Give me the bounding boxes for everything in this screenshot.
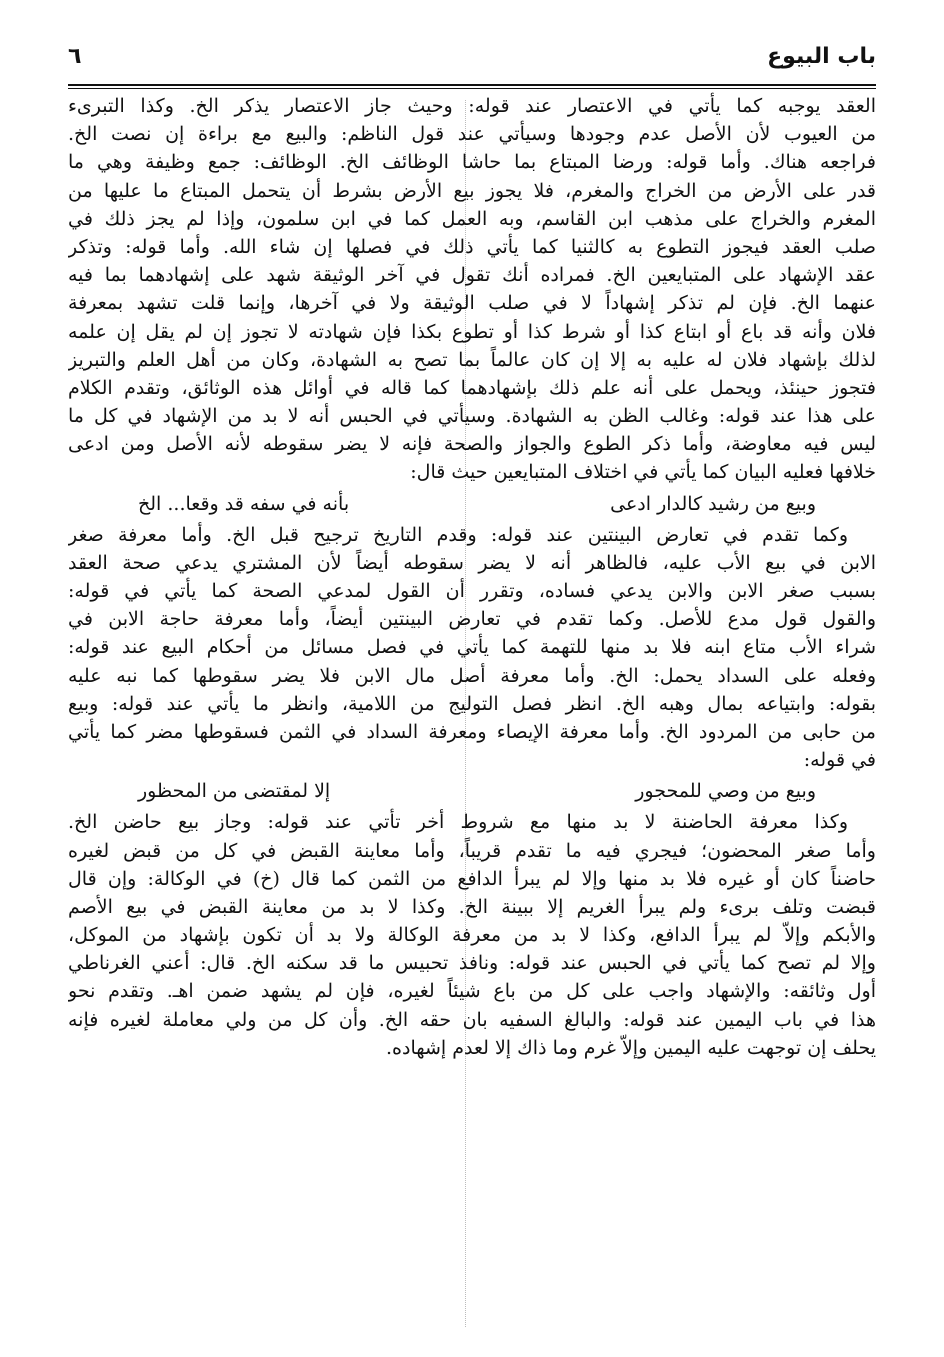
text-line: بقوله: وابتياعه بمال وهبه الخ. انظر فصل التوليج من اللامية، وانظر ما يأتي عند قوله: وبيع — [68, 692, 876, 715]
text-line: يحلف إن توجهت عليه اليمين وإلاّ غرم وما ذاك إلا لعدم إشهاده. — [386, 1036, 876, 1059]
verse-left-hemistich: بأنه في سفه قد وقعا... الخ — [138, 492, 350, 515]
text-line: المغرم والخراج على مذهب ابن القاسم، وبه العمل كما في ابن سلمون، وإذا لم يجز ذلك في — [68, 207, 876, 230]
page-number: ٦ — [68, 43, 82, 69]
verse-1 — [68, 487, 876, 521]
text-line: شراء الأب متاع ابنه فلا بد منها للتهمة كما يأتي في فصل مسائل من أحكام البيع عند قوله: — [68, 636, 876, 659]
text-line: وكما تقدم في تعارض البينتين عند قوله: وقدم التاريخ ترجيح قبل الخ. وأما معرفة صغر — [68, 523, 848, 546]
verse-right-hemistich: وبيع من وصي للمحجور — [635, 780, 816, 803]
text-line: عنهما الخ. فإن لم تذكر إشهاداً لا في صلب الوثيقة ولا في آخرها، وإنما قلت تشهد بمعرفة — [68, 292, 876, 315]
text-line: فلان وأنه قد باع أو ابتاع كذا أو شرط كذا أو تطوع بكذا فإن شهادته لا تجوز إن لم يقل إن علمه — [68, 320, 876, 343]
header-divider-thin — [68, 88, 876, 89]
text-line: من حابى من المردود الخ. وأما معرفة الإيصاء ومعرفة السداد في الثمن فسقوطها مضر كما يأتي — [68, 720, 876, 743]
text-line: وكذا معرفة الحاضنة لا بد منها مع شروط أخر تأتي عند قوله: وجاز بيع حاضن الخ. — [68, 811, 848, 834]
verse-right-hemistich: وبيع من رشيد كالدار ادعى — [610, 492, 816, 515]
text-line: الابن في بيع الأب عليه، فالظاهر أنه لا يضر سقوطه أيضاً لأن المشتري يدعي صحة العقد — [68, 551, 876, 574]
paragraph-3 — [68, 808, 876, 1062]
text-line: أول وثائقه: والإشهاد واجب على كل من باع شيئاً لغيره، فإن لم يشهد ضمن اهـ. وتقدم نحو — [68, 980, 876, 1003]
text-line: العقد يوجبه كما يأتي في الاعتصار عند قوله: وحيث جاز الاعتصار يذكر الخ. وكذا التبرىء — [68, 95, 876, 117]
text-line: والقول قول مدع للأصل. وكما تقدم في تعارض البينتين أيضاً، وأما معرفة حاجة الابن في — [68, 608, 876, 631]
text-line: وأما صغر المحضون؛ فيجري فيه ما تقدم قريباً، وأما معاينة القبض في كل من قبض لغيره — [68, 839, 876, 862]
text-line: فتجوز حينئذ، ويحمل على أنه علم ذلك بإشهادهما كما قاله في أوائل هذه الوثائق، وتقدم الكلام — [68, 376, 876, 399]
text-line: قبضت وتلف برىء ولم يبرأ الغريم إلا ببينة الخ. وكذا لا بد من معاينة القبض في بيع الأصم — [68, 895, 876, 918]
text-line: ليس فيه معاوضة، وأما ذكر الطوع والجواز والصحة فإنه لا يضر سقوطه لأنه الأصل ومن ادعى — [68, 433, 876, 456]
page-header — [68, 38, 876, 74]
text-line: على هذا عند قوله: وغالب الظن به الشهادة. وسيأتي في الحبس أنه لا بد من الإشهاد في كل ما — [68, 405, 876, 428]
text-line: قدر على الأرض من الخراج والمغرم، فلا يجوز بيع الأرض بشرط أن يتحمل المبتاع ما عليها من — [68, 179, 876, 202]
verse-2 — [68, 774, 876, 808]
header-divider — [68, 84, 876, 86]
text-line: بسبب صغر الابن والابن يدعي فساده، وتقرر أن القول لمدعي الصحة كما يأتي في قوله: — [68, 580, 876, 602]
text-line: في قوله: — [803, 749, 876, 772]
main-text — [68, 92, 876, 1062]
text-line: حاضناً كان أو غيره فلا بد منها وإلا لم يبرأ الدافع من الثمن كما قال (خ) في الوكالة: وإن قال — [68, 867, 876, 890]
text-line: عقد الإشهاد على المتبايعين الخ. فمراده أنك تقول في آخر الوثيقة شهد على إشهادهما بما فيه — [68, 264, 876, 287]
text-line: خلافها فعليه البيان كما يأتي في اختلاف المتبايعين حيث قال: — [410, 461, 876, 484]
text-line: وإلا لم تصح كما يأتي في الحبس عند قوله: ونافذ تحبيس ما قد سكنه الخ. قال: أعني الغرناطي — [68, 952, 876, 975]
chapter-title: باب البيوع — [767, 43, 876, 69]
verse-left-hemistich: إلا لمقتضى من المحظور — [138, 780, 331, 803]
text-line: وفعله على السداد يحمل: الخ. وأما معرفة أصل مال الابن فلا يضر سقوطها كما نبه عليه — [68, 664, 876, 687]
text-line: صلب العقد فيجوز التطوع به كالثنيا كما يأتي ذلك في فصلها إن شاء الله. وأما قوله: وتذكر — [68, 235, 876, 258]
paragraph-1 — [68, 92, 876, 487]
paragraph-2 — [68, 521, 876, 775]
text-line: هذا في باب اليمين عند قوله: والبالغ السفيه بان حقه الخ. وأن كل من ولي معاملة لغيره فإنه — [68, 1008, 876, 1031]
text-line: لذلك بإشهاد فلان له عليه به إلا إن كان عالماً بما تصح به الشهادة، وكان من أهل العلم والتبريز — [68, 348, 876, 371]
text-line: من العيوب لأن الأصل عدم وجودها وسيأتي عند قول الناظم: والبيع مع براءة إن نصت الخ. — [68, 123, 876, 146]
text-line: فراجعه هناك. وأما قوله: ورضا المبتاع بما حاشا الوظائف الخ. الوظائف: جمع وظيفة وهي ما — [68, 151, 876, 174]
text-line: والأبكم وإلاّ لم يبرأ الدافع، وكذا لا بد من معرفة الوكالة ولا بد أن تكون بإشهاد من الموكل، — [68, 924, 876, 947]
